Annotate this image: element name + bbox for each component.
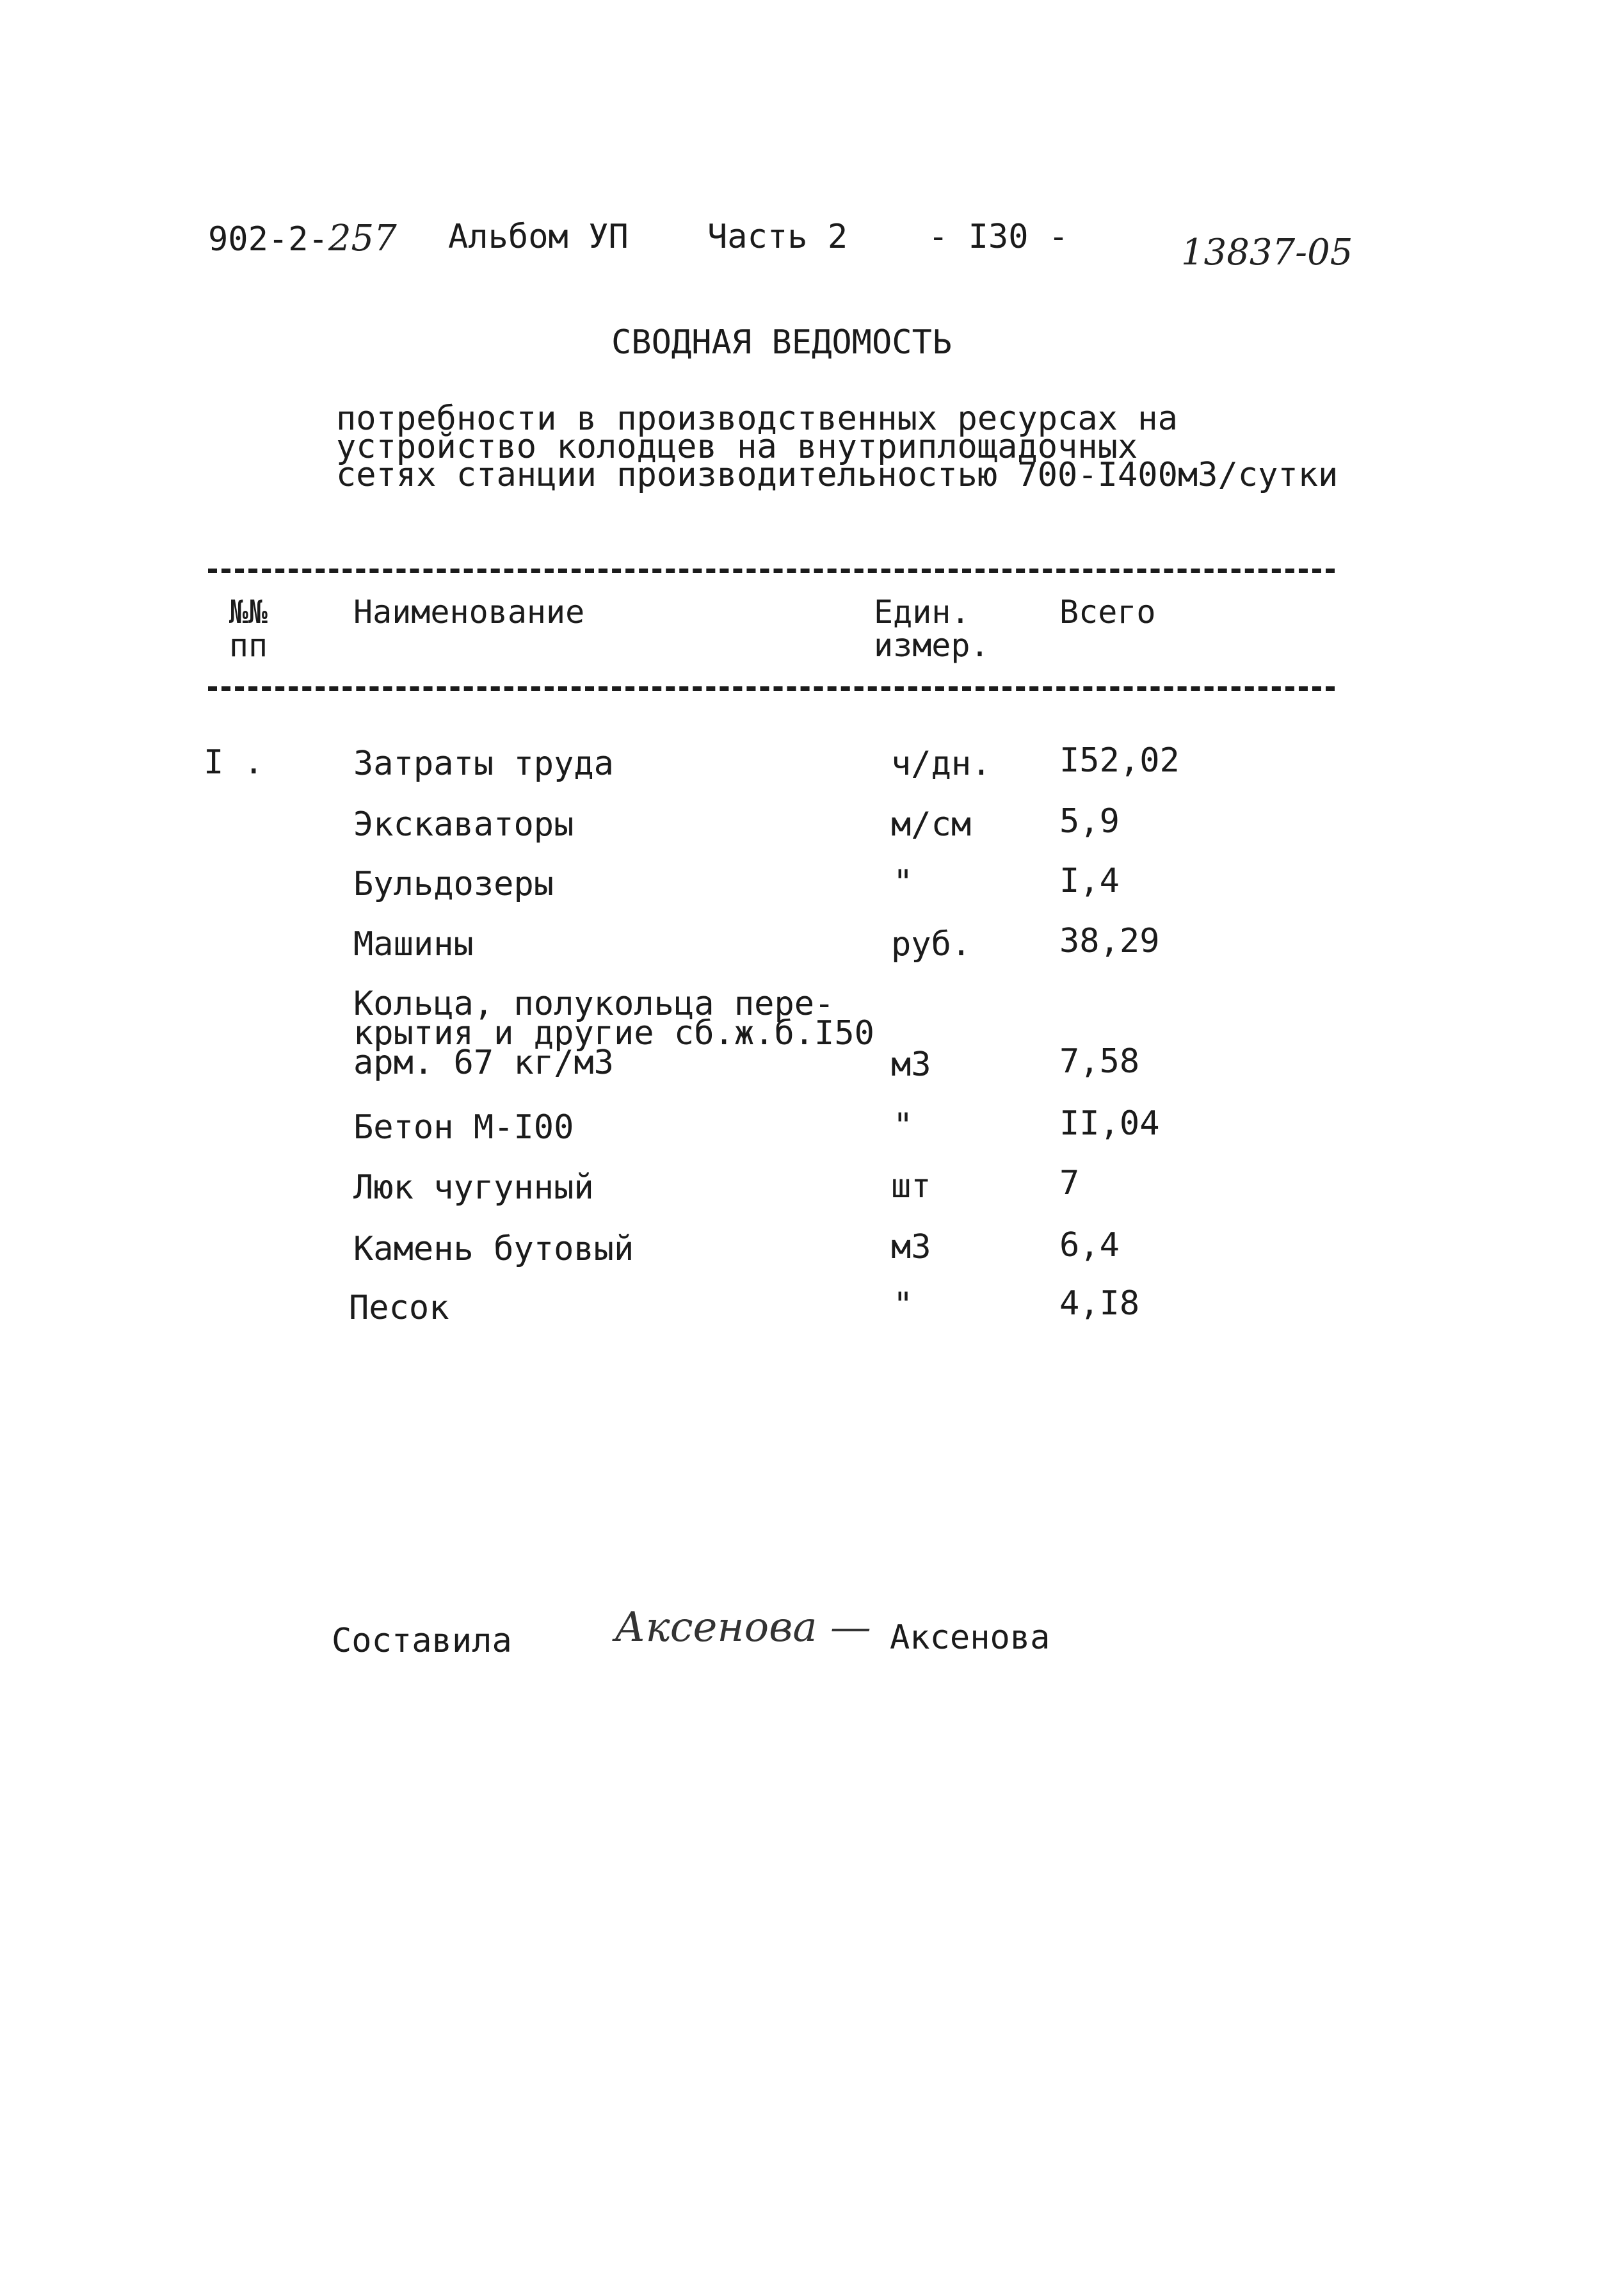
row-5-name-line2: крытия и другие сб.ж.б.I50	[353, 1014, 874, 1053]
subtitle-line-2: устройство колодцев на внутриплощадочных	[336, 428, 1138, 466]
signature-flourish: —	[830, 1604, 871, 1651]
signature-label: Составила	[332, 1622, 512, 1660]
row-2-unit: м/см	[891, 805, 972, 844]
handwritten-signature-text: Аксенова	[615, 1604, 817, 1651]
row-5-name	[353, 985, 874, 1082]
row-7-total: 7	[1059, 1164, 1080, 1202]
row-3-name: Бульдозеры	[353, 865, 554, 903]
row-4-name: Машины	[353, 925, 474, 964]
row-5-unit: м3	[891, 1046, 931, 1084]
row-5-name-line1: Кольца, полукольца пере-	[353, 985, 835, 1023]
part-label: Часть 2	[707, 218, 848, 256]
inventory-number-handwritten: 13837-05	[1181, 232, 1353, 273]
row-1-name: Затраты труда	[353, 745, 614, 783]
row-4-total: 38,29	[1059, 922, 1160, 960]
album-label: Альбом УП	[448, 218, 629, 256]
header-total: Всего	[1059, 593, 1156, 631]
row-9-name: Песок	[349, 1289, 449, 1327]
row-3-unit: "	[893, 863, 913, 901]
row-7-unit: шт	[891, 1167, 931, 1206]
section-number: I .	[204, 743, 264, 782]
row-8-name: Камень бутовый	[353, 1230, 634, 1268]
subtitle-line-3: сетях станции производительностью 700-I400м3/сутки	[336, 456, 1339, 494]
header-name: Наименование	[353, 593, 585, 631]
row-6-unit: "	[893, 1106, 913, 1145]
row-5-name-line3: арм. 67 кг/м3	[353, 1044, 614, 1082]
row-8-unit: м3	[891, 1228, 931, 1266]
row-9-total: 4,I8	[1059, 1284, 1140, 1323]
document-code-handwritten: 257	[328, 218, 397, 259]
row-8-total: 6,4	[1059, 1226, 1120, 1264]
page-number: - I30 -	[928, 218, 1069, 256]
row-1-total: I52,02	[1059, 741, 1180, 780]
row-6-name: Бетон М-I00	[353, 1108, 574, 1147]
header-unit	[874, 595, 990, 662]
header-num-line1: №№	[229, 593, 268, 631]
header-num	[223, 595, 274, 662]
header-num-line2: пп	[229, 627, 268, 664]
row-6-total: II,04	[1059, 1104, 1160, 1143]
row-7-name: Люк чугунный	[353, 1168, 594, 1207]
signer-name: Аксенова	[890, 1619, 1050, 1657]
header-unit-line1: Един.	[874, 593, 970, 631]
row-4-unit: руб.	[891, 925, 972, 964]
table-top-rule	[208, 569, 1335, 573]
row-5-total: 7,58	[1059, 1042, 1140, 1081]
row-1-unit: ч/дн.	[891, 745, 992, 783]
row-2-total: 5,9	[1059, 802, 1120, 841]
row-2-name: Экскаваторы	[353, 805, 574, 844]
document-code-prefix: 902-2-	[208, 220, 328, 259]
handwritten-signature	[615, 1604, 871, 1651]
header-unit-line2: измер.	[874, 627, 990, 664]
subtitle-line-1: потребности в производственных ресурсах на	[336, 400, 1178, 438]
row-3-total: I,4	[1059, 862, 1120, 900]
document-title: СВОДНАЯ ВЕДОМОСТЬ	[611, 323, 953, 362]
document-code	[208, 218, 397, 259]
row-9-unit: "	[893, 1286, 913, 1324]
table-header-rule	[208, 686, 1335, 691]
